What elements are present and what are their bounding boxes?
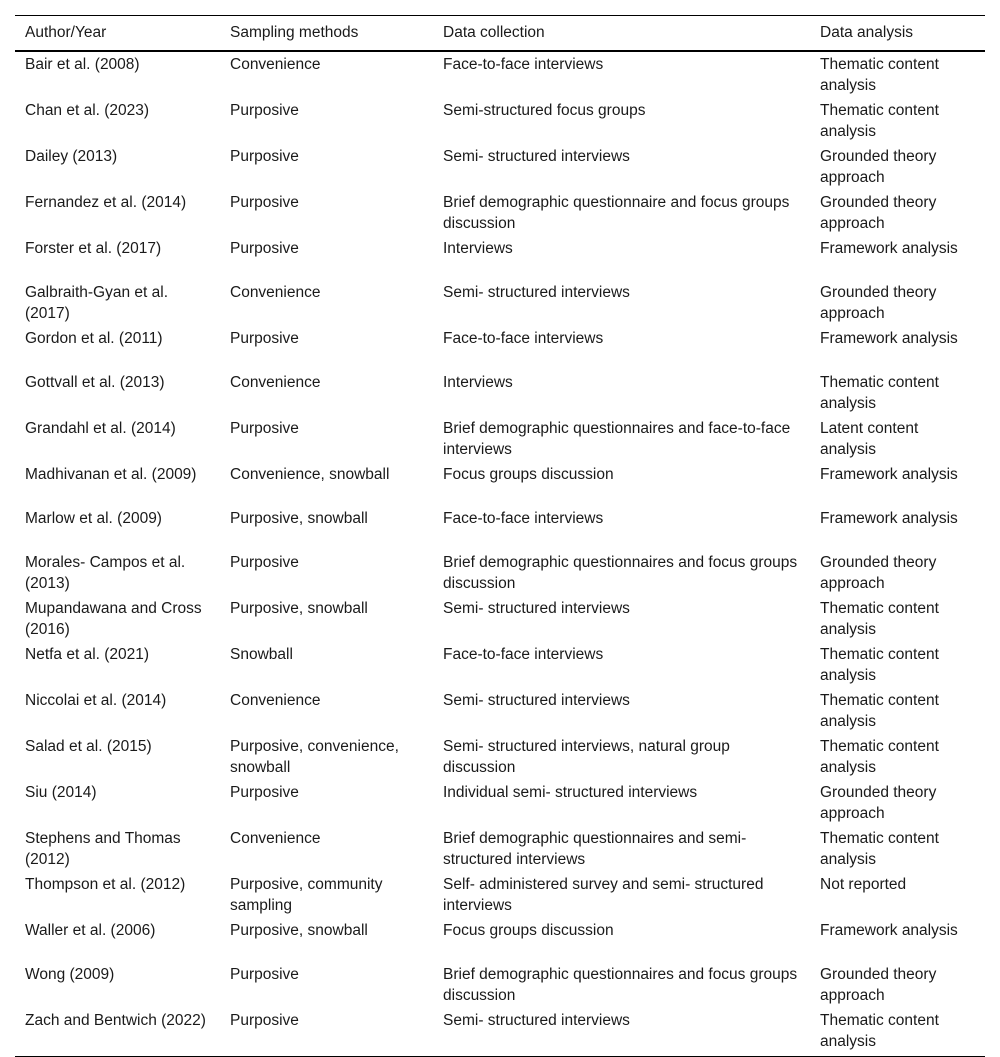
cell-author-year: Salad et al. (2015) (25, 738, 152, 755)
cell-author-year: Wong (2009) (25, 966, 115, 983)
table-header (15, 16, 985, 52)
cell-data-analysis: Framework analysis (820, 510, 958, 527)
table-row (15, 190, 985, 236)
cell-data-analysis: Framework analysis (820, 330, 958, 347)
cell-data-collection: Brief demographic questionnaire and focus groups discussion (443, 194, 790, 232)
cell-data-collection: Brief demographic questionnaires and semi- structured interviews (443, 830, 747, 868)
cell-data-analysis: Grounded theory approach (820, 284, 937, 322)
cell-data-analysis: Thematic content analysis (820, 102, 939, 140)
table-row (15, 918, 985, 962)
cell-data-analysis: Thematic content analysis (820, 692, 939, 730)
cell-author-year: Mupandawana and Cross (2016) (25, 600, 202, 638)
cell-sampling-methods: Purposive, snowball (230, 922, 368, 939)
cell-author-year: Forster et al. (2017) (25, 240, 162, 257)
cell-sampling-methods: Purposive (230, 784, 299, 801)
table-row (15, 506, 985, 550)
cell-data-collection: Face-to-face interviews (443, 646, 604, 663)
cell-sampling-methods: Purposive (230, 330, 299, 347)
header-sampling-methods: Sampling methods (230, 24, 359, 41)
table-row (15, 872, 985, 918)
cell-data-collection: Semi- structured interviews (443, 692, 630, 709)
cell-sampling-methods: Purposive (230, 102, 299, 119)
cell-data-analysis: Grounded theory approach (820, 148, 937, 186)
cell-data-collection: Semi- structured interviews (443, 148, 630, 165)
cell-sampling-methods: Purposive (230, 420, 299, 437)
table-row (15, 462, 985, 506)
cell-author-year: Thompson et al. (2012) (25, 876, 186, 893)
cell-sampling-methods: Convenience (230, 830, 321, 847)
header-author-year: Author/Year (25, 24, 107, 41)
cell-sampling-methods: Snowball (230, 646, 293, 663)
cell-author-year: Gordon et al. (2011) (25, 330, 163, 347)
table-row (15, 688, 985, 734)
cell-sampling-methods: Purposive, community sampling (230, 876, 383, 914)
cell-author-year: Siu (2014) (25, 784, 97, 801)
cell-sampling-methods: Purposive, snowball (230, 510, 368, 527)
cell-data-analysis: Grounded theory approach (820, 554, 937, 592)
cell-data-collection: Semi- structured interviews (443, 1012, 630, 1029)
cell-data-analysis: Framework analysis (820, 240, 958, 257)
cell-data-collection: Individual semi- structured interviews (443, 784, 698, 801)
table-row (15, 416, 985, 462)
cell-data-collection: Focus groups discussion (443, 922, 614, 939)
cell-data-analysis: Not reported (820, 876, 907, 893)
cell-data-collection: Semi- structured interviews, natural group discussion (443, 738, 730, 776)
cell-data-collection: Semi-structured focus groups (443, 102, 646, 119)
cell-author-year: Fernandez et al. (2014) (25, 194, 187, 211)
cell-author-year: Chan et al. (2023) (25, 102, 150, 119)
cell-data-analysis: Thematic content analysis (820, 1012, 939, 1050)
cell-data-collection: Focus groups discussion (443, 466, 614, 483)
cell-data-analysis: Grounded theory approach (820, 784, 937, 822)
table-row (15, 780, 985, 826)
cell-sampling-methods: Purposive (230, 1012, 299, 1029)
cell-sampling-methods: Convenience (230, 692, 321, 709)
table-row (15, 596, 985, 642)
cell-sampling-methods: Purposive, convenience, snowball (230, 738, 399, 776)
cell-author-year: Grandahl et al. (2014) (25, 420, 176, 437)
cell-author-year: Dailey (2013) (25, 148, 118, 165)
cell-author-year: Morales- Campos et al. (2013) (25, 554, 186, 592)
cell-author-year: Netfa et al. (2021) (25, 646, 150, 663)
header-data-collection: Data collection (443, 24, 545, 41)
cell-data-collection: Face-to-face interviews (443, 56, 604, 73)
table-row (15, 280, 985, 326)
table-row (15, 642, 985, 688)
cell-author-year: Waller et al. (2006) (25, 922, 156, 939)
table-container (15, 15, 985, 1057)
cell-data-collection: Brief demographic questionnaires and focus groups discussion (443, 554, 798, 592)
cell-data-analysis: Framework analysis (820, 466, 958, 483)
cell-sampling-methods: Purposive (230, 148, 299, 165)
cell-sampling-methods: Convenience (230, 284, 321, 301)
cell-data-collection: Brief demographic questionnaires and focus groups discussion (443, 966, 798, 1004)
cell-author-year: Gottvall et al. (2013) (25, 374, 165, 391)
table-row (15, 734, 985, 780)
header-row (15, 16, 985, 52)
cell-data-analysis: Framework analysis (820, 922, 958, 939)
table-row (15, 370, 985, 416)
table-row (15, 1008, 985, 1057)
cell-author-year: Stephens and Thomas (2012) (25, 830, 181, 868)
cell-sampling-methods: Purposive (230, 194, 299, 211)
cell-data-analysis: Thematic content analysis (820, 374, 939, 412)
cell-data-collection: Semi- structured interviews (443, 284, 630, 301)
cell-data-analysis: Latent content analysis (820, 420, 919, 458)
cell-author-year: Zach and Bentwich (2022) (25, 1012, 206, 1029)
table-row (15, 826, 985, 872)
cell-data-analysis: Thematic content analysis (820, 56, 939, 94)
cell-data-collection: Self- administered survey and semi- structured interviews (443, 876, 764, 914)
table-row (15, 236, 985, 280)
cell-author-year: Marlow et al. (2009) (25, 510, 162, 527)
cell-sampling-methods: Purposive, snowball (230, 600, 368, 617)
cell-sampling-methods: Purposive (230, 554, 299, 571)
cell-data-analysis: Grounded theory approach (820, 966, 937, 1004)
cell-author-year: Niccolai et al. (2014) (25, 692, 167, 709)
table-body (15, 51, 985, 1057)
table-row (15, 326, 985, 370)
cell-data-analysis: Thematic content analysis (820, 600, 939, 638)
table-row (15, 144, 985, 190)
cell-data-analysis: Thematic content analysis (820, 830, 939, 868)
cell-sampling-methods: Convenience, snowball (230, 466, 390, 483)
study-methods-table (15, 15, 985, 1057)
cell-author-year: Galbraith-Gyan et al. (2017) (25, 284, 169, 322)
cell-sampling-methods: Purposive (230, 240, 299, 257)
cell-data-analysis: Thematic content analysis (820, 738, 939, 776)
table-row (15, 962, 985, 1008)
cell-data-collection: Brief demographic questionnaires and face-to-face interviews (443, 420, 791, 458)
table-row (15, 98, 985, 144)
table-row (15, 51, 985, 98)
cell-data-collection: Face-to-face interviews (443, 330, 604, 347)
cell-author-year: Madhivanan et al. (2009) (25, 466, 197, 483)
cell-sampling-methods: Purposive (230, 966, 299, 983)
cell-data-collection: Face-to-face interviews (443, 510, 604, 527)
cell-sampling-methods: Convenience (230, 56, 321, 73)
table-row (15, 550, 985, 596)
cell-data-analysis: Grounded theory approach (820, 194, 937, 232)
cell-sampling-methods: Convenience (230, 374, 321, 391)
cell-data-collection: Semi- structured interviews (443, 600, 630, 617)
cell-data-collection: Interviews (443, 240, 513, 257)
cell-data-analysis: Thematic content analysis (820, 646, 939, 684)
cell-data-collection: Interviews (443, 374, 513, 391)
cell-author-year: Bair et al. (2008) (25, 56, 140, 73)
header-data-analysis: Data analysis (820, 24, 914, 41)
